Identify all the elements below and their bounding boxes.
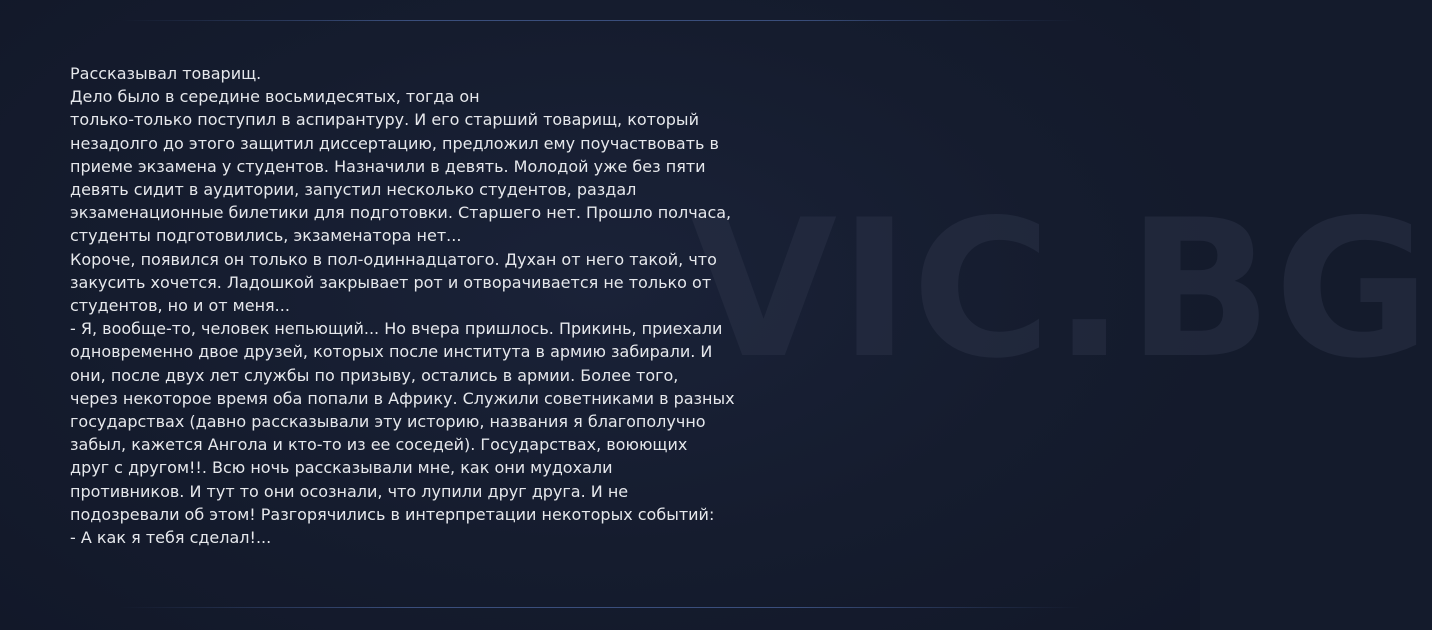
- story-line: государствах (давно рассказывали эту историю, названия я благополучно: [70, 412, 706, 432]
- story-line: - Я, вообще-то, человек непьющий... Но вчера пришлось. Прикинь, приехали: [70, 319, 723, 339]
- story-line: Короче, появился он только в пол-одиннадцатого. Духан от него такой, что: [70, 249, 717, 269]
- story-line: девять сидит в аудитории, запустил несколько студентов, раздал: [70, 180, 637, 200]
- story-line: подозревали об этом! Разгорячились в интерпретации некоторых событий:: [70, 504, 715, 524]
- story-line: приеме экзамена у студентов. Назначили в девять. Молодой уже без пяти: [70, 156, 706, 176]
- story-line: противников. И тут то они осознали, что лупили друг друга. И не: [70, 481, 629, 501]
- story-text: [70, 62, 770, 549]
- story-line: Дело было в середине восьмидесятых, тогда он: [70, 87, 480, 107]
- site-watermark: VIC.BG: [690, 179, 1432, 400]
- story-line: - А как я тебя сделал!...: [70, 528, 272, 548]
- story-line: через некоторое время оба попали в Африку. Служили советниками в разных: [70, 388, 735, 408]
- story-line: друг с другом!!. Всю ночь рассказывали мне, как они мудохали: [70, 458, 613, 478]
- story-line: забыл, кажется Ангола и кто-то из ее соседей). Государствах, воюющих: [70, 435, 688, 455]
- story-line: только-только поступил в аспирантуру. И его старший товарищ, который: [70, 110, 699, 130]
- bottom-divider: [120, 607, 1080, 608]
- story-line: студентов, но и от меня...: [70, 296, 290, 316]
- top-divider: [120, 20, 1080, 21]
- story-line: студенты подготовились, экзаменатора нет...: [70, 226, 462, 246]
- story-line: Рассказывал товарищ.: [70, 64, 262, 83]
- story-line: незадолго до этого защитил диссертацию, предложил ему поучаствовать в: [70, 133, 719, 153]
- story-line: экзаменационные билетики для подготовки. Старшего нет. Прошло полчаса,: [70, 203, 732, 223]
- story-line: они, после двух лет службы по призыву, остались в армии. Более того,: [70, 365, 679, 385]
- story-line: одновременно двое друзей, которых после института в армию забирали. И: [70, 342, 713, 362]
- story-line: закусить хочется. Ладошкой закрывает рот и отворачивается не только от: [70, 272, 712, 292]
